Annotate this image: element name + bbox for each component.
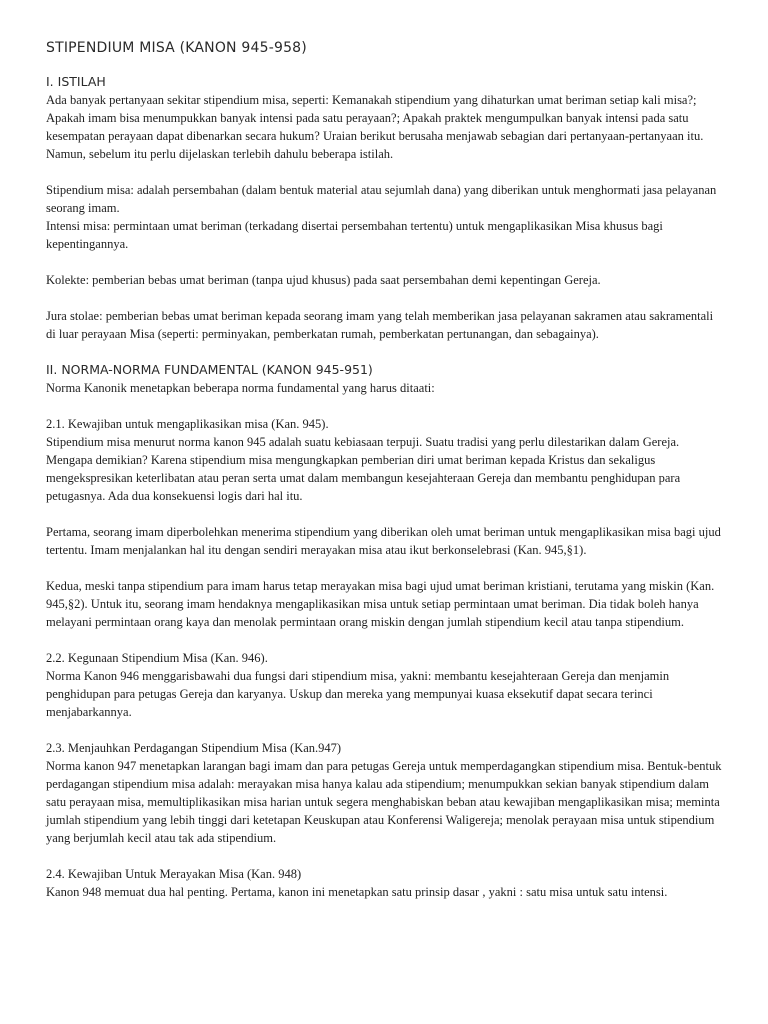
definition-kolekte: Kolekte: pemberian bebas umat beriman (tanpa ujud khusus) pada saat persembahan demi kepentingan Gereja. bbox=[46, 273, 601, 287]
paragraph-2-4: Kanon 948 memuat dua hal penting. Pertama, kanon ini menetapkan satu prinsip dasar , yakni : satu misa untuk satu intensi. bbox=[46, 885, 668, 899]
definition-stipendium: Stipendium misa: adalah persembahan (dalam bentuk material atau sejumlah dana) yang diberikan untuk menghormati jasa pelayanan seorang imam. bbox=[46, 183, 717, 215]
paragraph-2-2: Norma Kanon 946 menggarisbawahi dua fungsi dari stipendium misa, yakni: membantu kesejahteraan Gereja dan menjamin penghidupan para petugas Gereja dan karyanya. Uskup dan mereka yang mempunyai kuasa eksekutif dapat secara terinci menjabarkannya. bbox=[46, 669, 670, 719]
section-heading-norma: II. NORMA-NORMA FUNDAMENTAL (KANON 945-951) bbox=[46, 362, 373, 377]
subsection-heading-2-4: 2.4. Kewajiban Untuk Merayakan Misa (Kan. 948) bbox=[46, 867, 302, 881]
subsection-heading-2-1: 2.1. Kewajiban untuk mengaplikasikan misa (Kan. 945). bbox=[46, 417, 329, 431]
document-page bbox=[46, 38, 722, 901]
subsection-heading-2-2: 2.2. Kegunaan Stipendium Misa (Kan. 946). bbox=[46, 651, 268, 665]
paragraph-2-1-c: Kedua, meski tanpa stipendium para imam harus tetap merayakan misa bagi ujud umat beriman kristiani, terutama yang miskin (Kan. 945,§2). Untuk itu, seorang imam hendaknya mengaplikasikan misa untuk setiap permintaan umat beriman. Dia tidak boleh hanya melayani permintaan orang kaya dan menolak permintaan orang miskin dengan jumlah stipendium kecil atau tanpa stipendium. bbox=[46, 579, 715, 629]
paragraph-intro-istilah: Ada banyak pertanyaan sekitar stipendium misa, seperti: Kemanakah stipendium yang dihaturkan umat beriman setiap kali misa?; Apakah imam bisa menumpukkan banyak intensi pada satu perayaan?; Apakah praktek mengumpulkan banyak intensi pada satu kesempatan perayaan dapat dibenarkan secara hukum? Uraian berikut berusaha menjawab sebagian dari pertanyaan-pertanyaan itu. Namun, sebelum itu perlu dijelaskan terlebih dahulu beberapa istilah. bbox=[46, 93, 704, 161]
definition-intensi: Intensi misa: permintaan umat beriman (terkadang disertai persembahan tertentu) untuk mengaplikasikan Misa khusus bagi kepentingannya. bbox=[46, 219, 663, 251]
definition-jura-stolae: Jura stolae: pemberian bebas umat beriman kepada seorang imam yang telah memberikan jasa pelayanan sakramen atau sakramentali di luar perayaan Misa (seperti: perminyakan, pemberkatan rumah, pemberkatan pertunangan, dan sebagainya). bbox=[46, 309, 714, 341]
paragraph-2-3: Norma kanon 947 menetapkan larangan bagi imam dan para petugas Gereja untuk memperdagangkan stipendium misa. Bentuk-bentuk perdagangan stipendium misa adalah: merayakan misa hanya kalau ada stipendium; menumpukkan sekian banyak stipendium dalam satu perayaan misa, memultiplikasikan misa harian untuk segera menghabiskan beban atau kewajiban mengaplikasikan misa; meminta jumlah stipendium yang lebih tinggi dari ketetapan Keuskupan atau Konferensi Waligereja; menolak perayaan misa untuk stipendium yang berjumlah kecil atau tak ada stipendium. bbox=[46, 759, 722, 845]
subsection-heading-2-3: 2.3. Menjauhkan Perdagangan Stipendium Misa (Kan.947) bbox=[46, 741, 342, 755]
paragraph-2-1-b: Pertama, seorang imam diperbolehkan menerima stipendium yang diberikan oleh umat beriman untuk mengaplikasikan misa bagi ujud tertentu. Imam menjalankan hal itu dengan sendiri merayakan misa atau ikut berkonselebrasi (Kan. 945,§1). bbox=[46, 525, 721, 557]
document-title: STIPENDIUM MISA (KANON 945-958) bbox=[46, 40, 307, 56]
paragraph-intro-norma: Norma Kanonik menetapkan beberapa norma fundamental yang harus ditaati: bbox=[46, 381, 435, 395]
section-heading-istilah: I. ISTILAH bbox=[46, 74, 106, 89]
paragraph-2-1-a: Stipendium misa menurut norma kanon 945 adalah suatu kebiasaan terpuji. Suatu tradisi yang perlu dilestarikan dalam Gereja. Mengapa demikian? Karena stipendium misa mengungkapkan pemberian diri umat beriman kepada Kristus dan sekaligus mengekspresikan keterlibatan atau peran serta umat dalam membangun kesejahteraan Gereja dan membantu penghidupan para petugasnya. Ada dua konsekuensi logis dari hal itu. bbox=[46, 435, 681, 503]
